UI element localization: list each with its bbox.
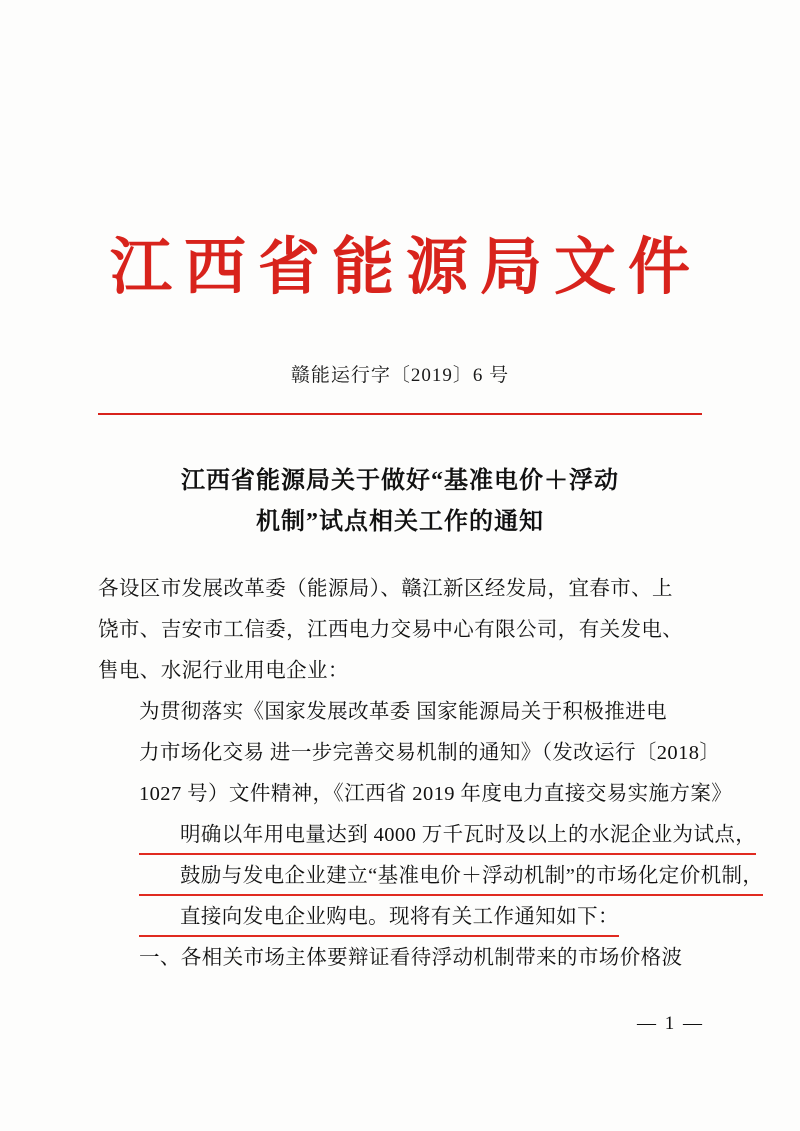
paragraph-background bbox=[98, 692, 764, 938]
paragraph-line: 一、各相关市场主体要辩证看待浮动机制带来的市场价格波 bbox=[139, 947, 683, 970]
paragraph-line: 售电、水泥行业用电企业： bbox=[98, 660, 349, 683]
paragraph-line: 各设区市发展改革委（能源局）、赣江新区经发局，宜春市、上 bbox=[98, 578, 673, 601]
red-underline-text: 明确以年用电量达到 4000 万千瓦时及以上的水泥企业为试点， bbox=[139, 820, 756, 855]
paragraph-line: 饶市、吉安市工信委，江西电力交易中心有限公司，有关发电、 bbox=[98, 619, 684, 642]
document-title-line-1: 江西省能源局关于做好“基准电价＋浮动 bbox=[181, 467, 619, 494]
paragraph-line-highlighted bbox=[98, 856, 764, 897]
paragraph-item-one bbox=[98, 938, 702, 979]
document-header bbox=[0, 0, 800, 415]
paragraph-line: 力市场化交易 进一步完善交易机制的通知》（发改运行〔2018〕 bbox=[139, 742, 721, 765]
red-underline-text: 鼓励与发电企业建立“基准电价＋浮动机制”的市场化定价机制， bbox=[139, 861, 763, 896]
page-footer bbox=[637, 1013, 704, 1035]
paragraph-line: 1027 号）文件精神，《江西省 2019 年度电力直接交易实施方案》 bbox=[139, 783, 733, 806]
masthead-title: 江西省能源局文件 bbox=[109, 230, 702, 303]
page-number: — 1 — bbox=[637, 1013, 704, 1034]
paragraph-line: 为贯彻落实《国家发展改革委 国家能源局关于积极推进电 bbox=[139, 701, 668, 724]
document-number: 赣能运行字〔2019〕6 号 bbox=[290, 364, 510, 386]
paragraph-line-highlighted bbox=[98, 815, 757, 856]
document-content bbox=[98, 415, 764, 980]
document-title-line-2: 机制”试点相关工作的通知 bbox=[256, 508, 544, 535]
red-underline-text: 直接向发电企业购电。现将有关工作通知如下： bbox=[139, 902, 619, 937]
document-body bbox=[98, 569, 764, 979]
paragraph-line-highlighted bbox=[98, 897, 702, 938]
document-title bbox=[98, 461, 702, 544]
paragraph-addressees bbox=[98, 569, 702, 692]
